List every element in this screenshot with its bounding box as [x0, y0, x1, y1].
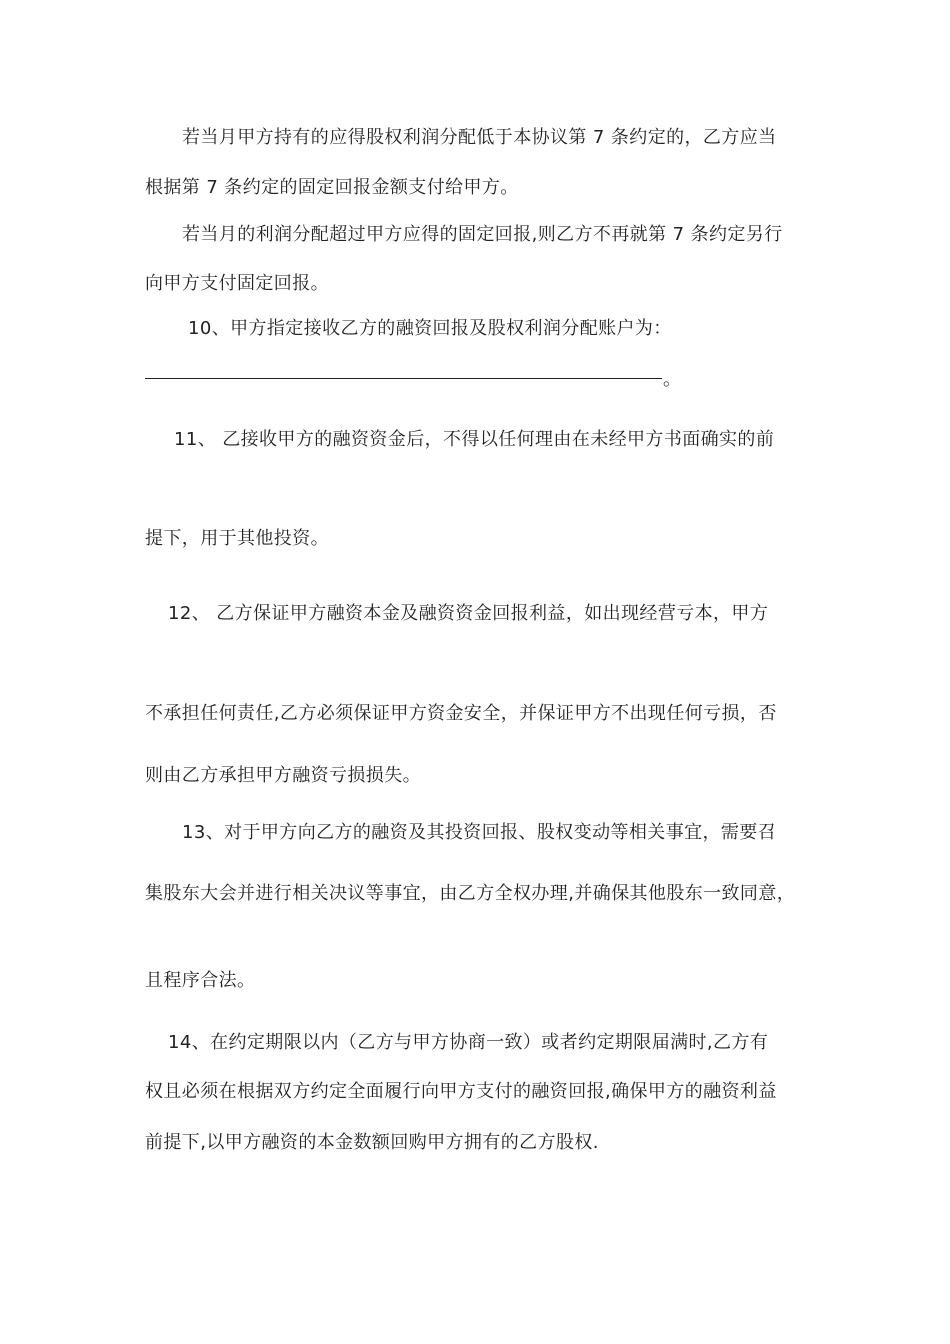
- clause-14-line-2: 权且必须在根据双方约定全面履行向甲方支付的融资回报,确保甲方的融资利益: [145, 1081, 777, 1102]
- clause-14-line-3: 前提下,以甲方融资的本金数额回购甲方拥有的乙方股权.: [145, 1132, 599, 1153]
- clause-12-line-3: 则由乙方承担甲方融资亏损损失。: [145, 765, 421, 786]
- clause-11-line-1: 11、 乙接收甲方的融资资金后，不得以任何理由在未经甲方书面确实的前: [174, 429, 775, 450]
- clause-13-line-1: 13、对于甲方向乙方的融资及其投资回报、股权变动等相关事宜，需要召: [182, 822, 777, 843]
- clause-10-end: 。: [663, 369, 681, 390]
- paragraph-9a-line-1: 若当月甲方持有的应得股权利润分配低于本协议第 7 条约定的，乙方应当: [182, 127, 777, 148]
- paragraph-9b-line-2: 向甲方支付固定回报。: [145, 273, 329, 294]
- clause-13-line-3: 且程序合法。: [145, 970, 256, 991]
- clause-12-line-1: 12、 乙方保证甲方融资本金及融资资金回报利益，如出现经营亏本，甲方: [168, 603, 769, 624]
- paragraph-9a-line-2: 根据第 7 条约定的固定回报金额支付给甲方。: [145, 177, 519, 198]
- clause-13-line-2: 集股东大会并进行相关决议等事宜，由乙方全权办理,并确保其他股东一致同意，: [145, 883, 796, 904]
- clause-14-line-1: 14、在约定期限以内（乙方与甲方协商一致）或者约定期限届满时,乙方有: [168, 1032, 769, 1053]
- paragraph-9b-line-1: 若当月的利润分配超过甲方应得的固定回报,则乙方不再就第 7 条约定另行: [182, 224, 783, 245]
- clause-11-line-2: 提下，用于其他投资。: [145, 528, 329, 549]
- account-blank-line: [145, 378, 662, 379]
- clause-12-line-2: 不承担任何责任,乙方必须保证甲方资金安全，并保证甲方不出现任何亏损，否: [145, 703, 777, 724]
- clause-10-line-1: 10、甲方指定接收乙方的融资回报及股权利润分配账户为：: [188, 318, 672, 339]
